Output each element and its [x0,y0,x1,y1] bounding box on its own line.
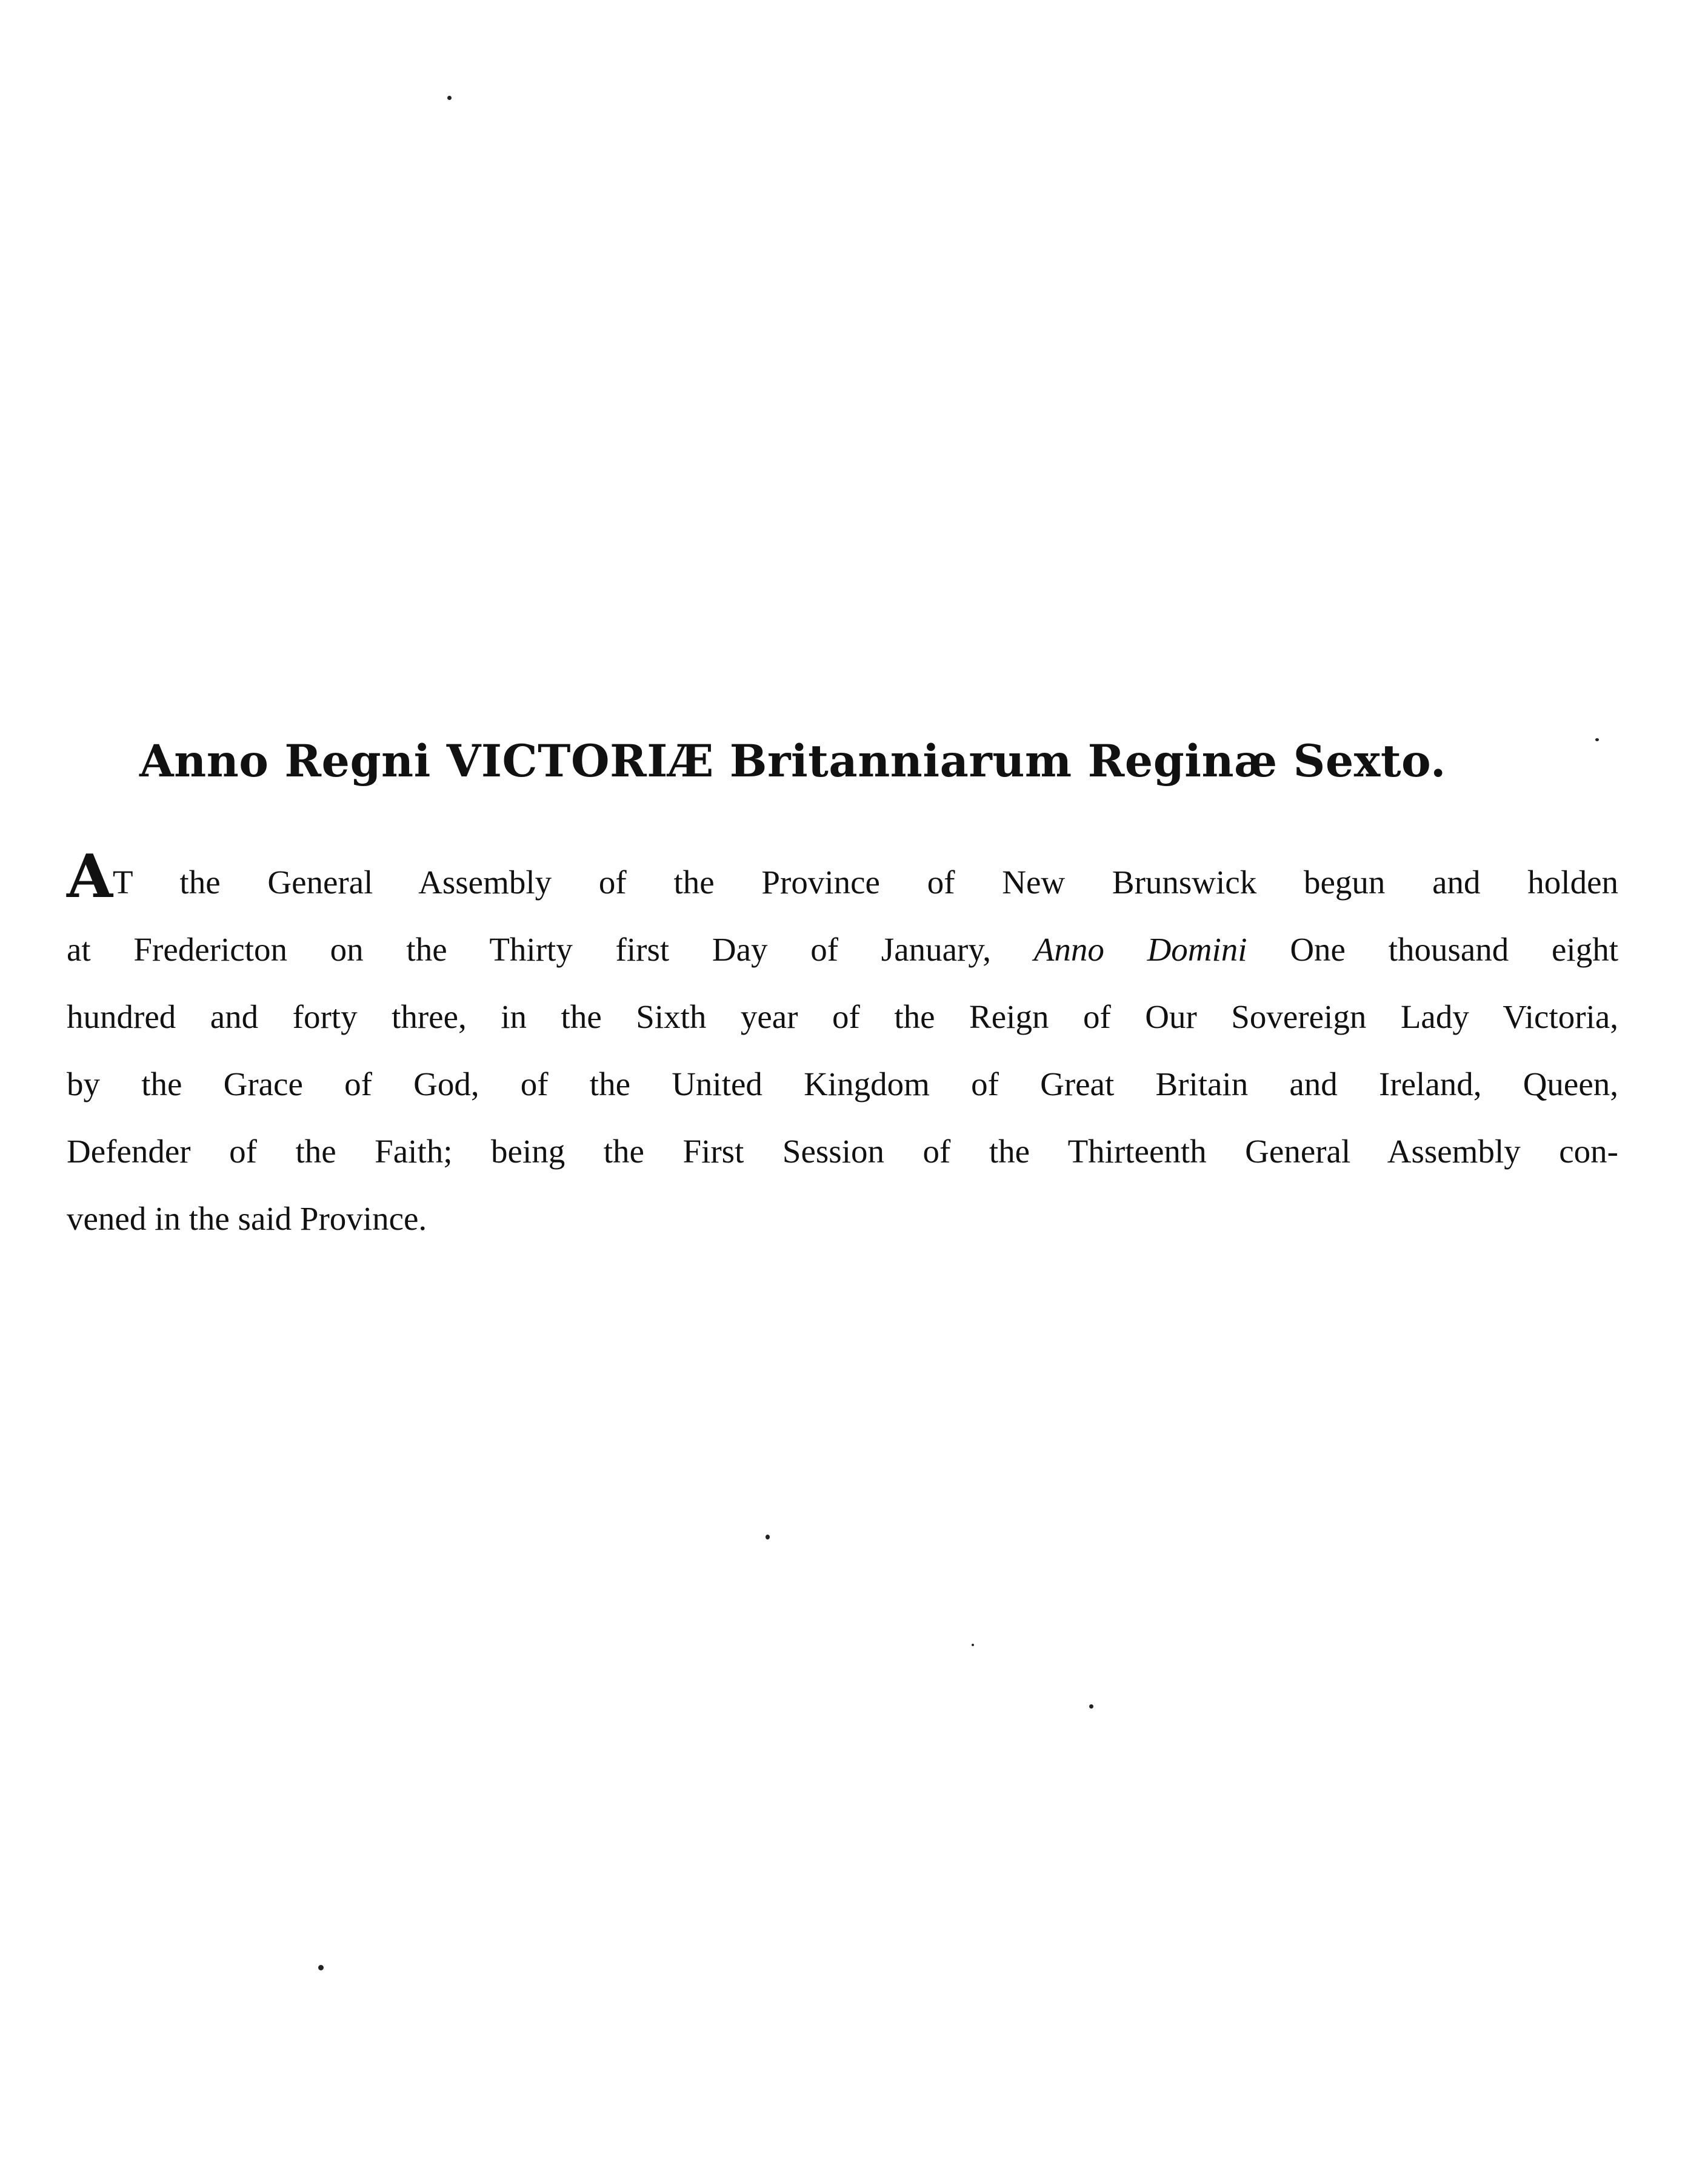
paragraph-line-1 [67,842,1618,916]
paragraph-line-6: vened in the said Province. [67,1200,427,1237]
scan-speck [1595,738,1599,741]
line-2-text-b: One thousand eight [1290,931,1618,968]
line-2-text-a: at Fredericton on the Thirty first Day of January, [67,931,992,968]
scan-speck [1089,1704,1093,1709]
paragraph-line-3: hundred and forty three, in the Sixth year of the Reign of Our Sovereign Lady Victoria, [67,998,1618,1035]
enacting-paragraph [67,842,1618,1252]
anno-domini-italic: Anno Domini [1033,931,1247,968]
scan-speck [447,96,452,100]
scan-speck [766,1535,770,1539]
line-1-text: T the General Assembly of the Province of New Brunswick begun and holden [113,864,1618,901]
paragraph-line-5: Defender of the Faith; being the First Session of the Thirteenth General Assembly con- [67,1133,1618,1170]
drop-cap: A [67,842,113,912]
paragraph-line-4: by the Grace of God, of the United Kingdom of Great Britain and Ireland, Queen, [67,1065,1618,1102]
scan-speck [972,1644,974,1646]
scan-speck [318,1965,324,1970]
paragraph-line-2 [67,916,1618,983]
document-title: Anno Regni VICTORIÆ Britanniarum Reginæ Sexto. [139,735,1446,787]
